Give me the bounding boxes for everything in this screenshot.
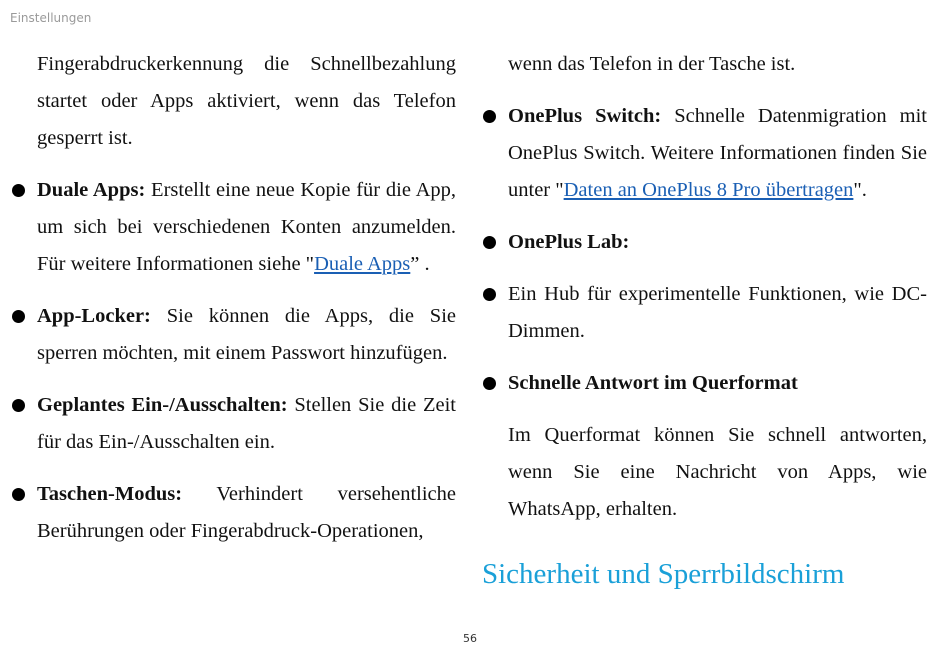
list-item-oneplus-lab — [508, 224, 927, 261]
header-title: Einstellungen — [10, 11, 92, 25]
oneplus-switch-after: ". — [853, 179, 867, 201]
right-column — [482, 46, 927, 592]
link-dual-apps[interactable]: Duale Apps — [314, 253, 411, 275]
list-item-app-locker — [37, 298, 456, 372]
continued-paragraph: wenn das Telefon in der Tasche ist. — [508, 53, 796, 75]
list-item-oneplus-switch — [508, 98, 927, 209]
dual-apps-after: ” . — [410, 253, 430, 275]
list-item-hub: Ein Hub für experimentelle Funktionen, wie DC-Dimmen. — [508, 276, 927, 350]
term-oneplus-lab: OnePlus Lab: — [508, 231, 630, 253]
app-locker-text: Sie können die Apps, die Sie sperren möchten, mit einem Passwort hinzufügen. — [37, 305, 456, 364]
intro-paragraph: Fingerabdruckerkennung die Schnellbezahlung startet oder Apps aktiviert, wenn das Telefon gesperrt ist. — [37, 53, 456, 149]
term-landscape-reply: Schnelle Antwort im Querformat — [508, 372, 798, 394]
oneplus-switch-text: Schnelle Datenmigration mit OnePlus Switch. Weitere Informationen finden Sie unter " — [508, 105, 927, 201]
left-column — [37, 46, 456, 565]
pocket-mode-text: Verhindert versehentliche Berührungen oder Fingerabdruck-Operationen, — [37, 483, 456, 542]
list-item-pocket-mode — [37, 476, 456, 550]
scheduled-power-text: Stellen Sie die Zeit für das Ein-/Ausschalten ein. — [37, 394, 456, 453]
landscape-reply-text: Im Querformat können Sie schnell antworten, wenn Sie eine Nachricht von Apps, wie WhatsApp, erhalten. — [508, 424, 927, 520]
term-app-locker: App-Locker: — [37, 305, 151, 327]
list-item-scheduled-power — [37, 387, 456, 461]
dual-apps-text: Erstellt eine neue Kopie für die App, um sich bei verschiedenen Konten anzumelden. Für weitere Informationen siehe " — [37, 179, 456, 275]
list-item-dual-apps — [37, 172, 456, 283]
term-scheduled-power: Geplantes Ein-/Ausschalten: — [37, 394, 288, 416]
link-data-transfer[interactable]: Daten an OnePlus 8 Pro übertragen — [563, 179, 854, 201]
list-item-landscape-reply — [508, 365, 927, 402]
term-oneplus-switch: OnePlus Switch: — [508, 105, 662, 127]
term-pocket-mode: Taschen-Modus: — [37, 483, 183, 505]
section-title: Sicherheit und Sperrbildschirm — [482, 558, 845, 590]
term-dual-apps: Duale Apps: — [37, 179, 146, 201]
page-number: 56 — [463, 632, 477, 645]
